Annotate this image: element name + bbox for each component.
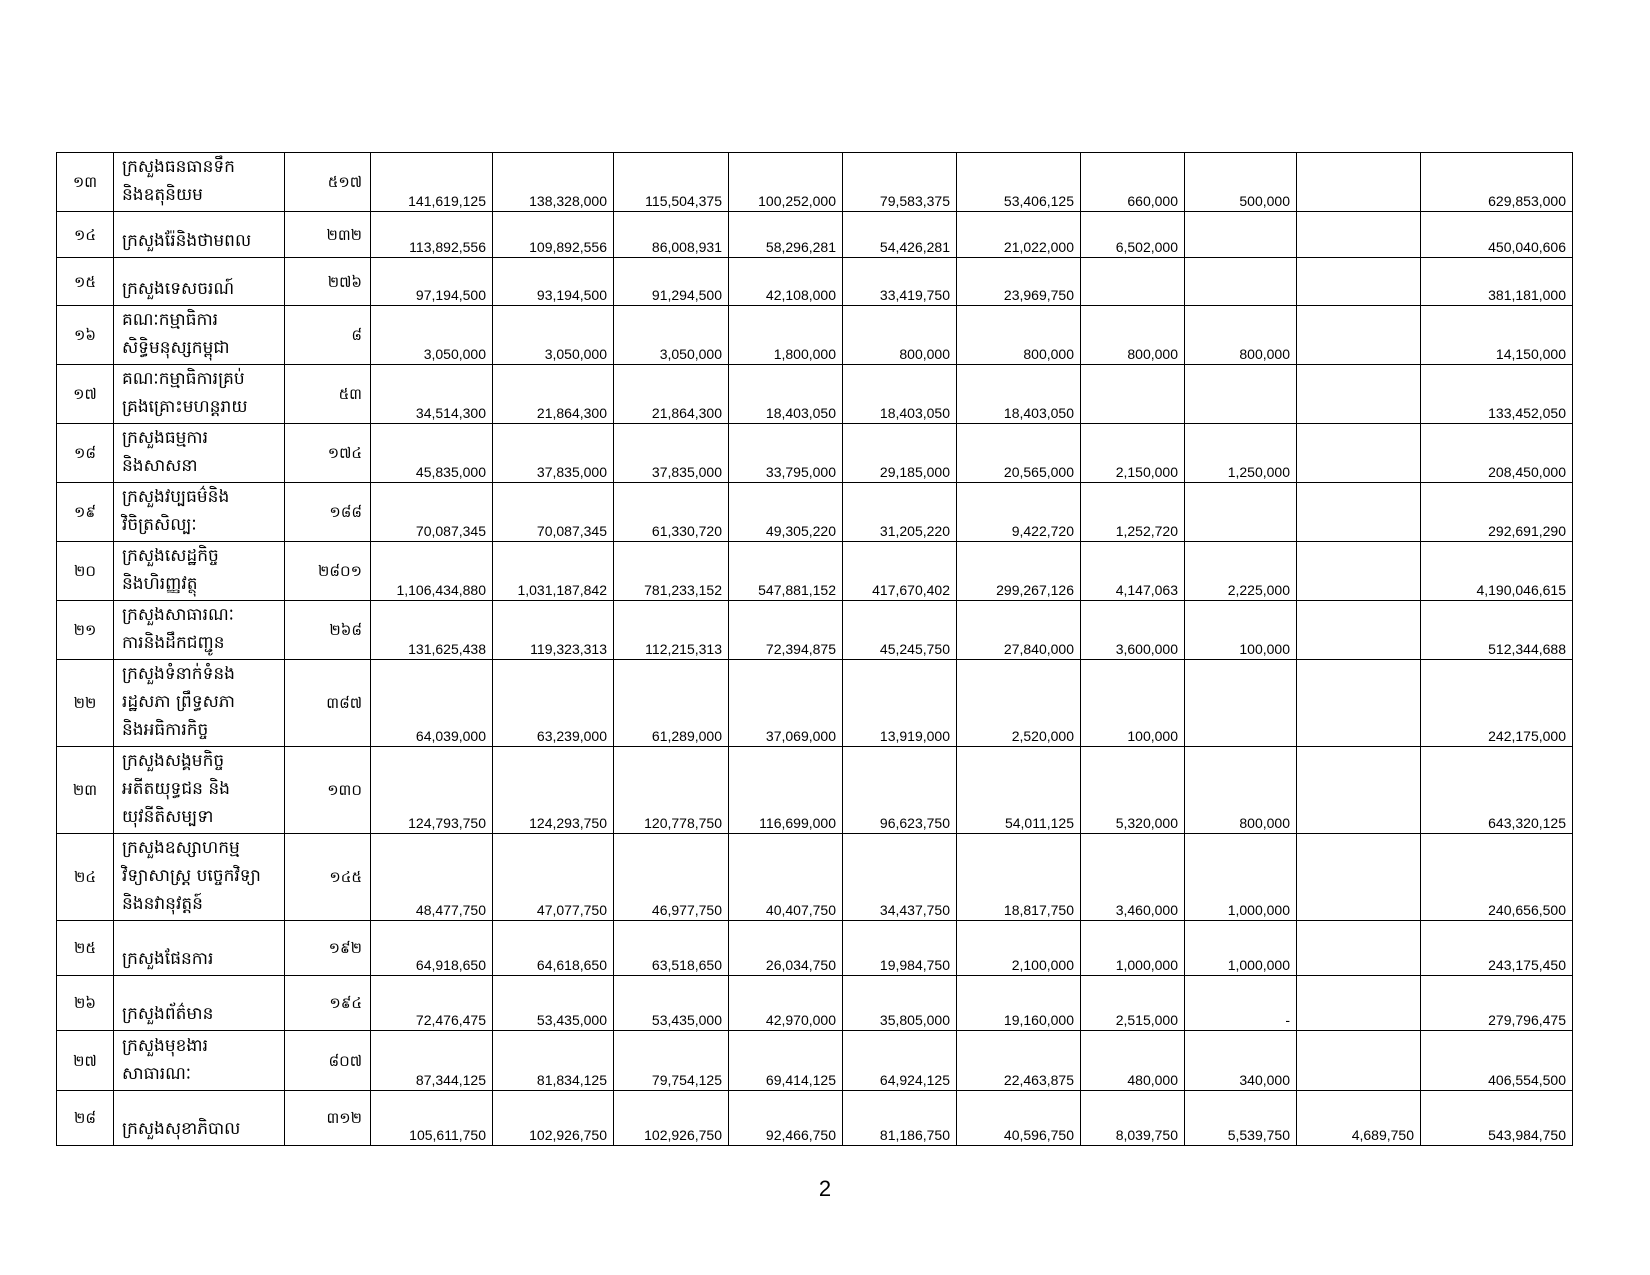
amount-cell xyxy=(1297,1031,1421,1091)
amount-cell: 61,330,720 xyxy=(614,483,729,542)
amount-cell: 23,969,750 xyxy=(957,258,1081,306)
amount-cell: 3,050,000 xyxy=(371,306,493,365)
amount-cell: - xyxy=(1185,976,1297,1031)
amount-cell: 69,414,125 xyxy=(729,1031,843,1091)
table-row xyxy=(57,483,1573,542)
amount-cell xyxy=(1081,258,1185,306)
ministry-name xyxy=(114,365,285,424)
ministry-name xyxy=(114,483,285,542)
amount-cell: 63,518,650 xyxy=(614,921,729,976)
table-row xyxy=(57,834,1573,921)
amount-cell: 54,426,281 xyxy=(843,212,957,258)
ministry-name-line: ក្រសួងធនធានទឹក xyxy=(122,157,235,177)
ministry-code: ១៤៥ xyxy=(285,834,371,921)
amount-cell: 96,623,750 xyxy=(843,747,957,834)
amount-cell: 70,087,345 xyxy=(493,483,614,542)
amount-cell: 5,539,750 xyxy=(1185,1091,1297,1146)
amount-cell: 79,754,125 xyxy=(614,1031,729,1091)
total-cell: 450,040,606 xyxy=(1421,212,1573,258)
amount-cell: 34,437,750 xyxy=(843,834,957,921)
amount-cell: 92,466,750 xyxy=(729,1091,843,1146)
row-number: ១៨ xyxy=(57,424,114,483)
table-row xyxy=(57,212,1573,258)
amount-cell: 1,000,000 xyxy=(1185,834,1297,921)
amount-cell: 100,252,000 xyxy=(729,153,843,212)
amount-cell: 40,596,750 xyxy=(957,1091,1081,1146)
amount-cell: 112,215,313 xyxy=(614,601,729,660)
amount-cell: 48,477,750 xyxy=(371,834,493,921)
amount-cell: 2,100,000 xyxy=(957,921,1081,976)
amount-cell: 781,233,152 xyxy=(614,542,729,601)
amount-cell: 72,394,875 xyxy=(729,601,843,660)
amount-cell: 2,150,000 xyxy=(1081,424,1185,483)
ministry-name-line: ក្រសួងរ៉ែនិងថាមពល xyxy=(122,231,252,251)
amount-cell: 9,422,720 xyxy=(957,483,1081,542)
ministry-code: ៨០៧ xyxy=(285,1031,371,1091)
amount-cell: 299,267,126 xyxy=(957,542,1081,601)
table-row xyxy=(57,1091,1573,1146)
amount-cell: 54,011,125 xyxy=(957,747,1081,834)
total-cell: 629,853,000 xyxy=(1421,153,1573,212)
amount-cell: 26,034,750 xyxy=(729,921,843,976)
row-number: ១៣ xyxy=(57,153,114,212)
amount-cell: 58,296,281 xyxy=(729,212,843,258)
ministry-name-line: គណៈកម្មាធិការគ្រប់ xyxy=(122,369,245,389)
amount-cell xyxy=(1297,365,1421,424)
amount-cell: 109,892,556 xyxy=(493,212,614,258)
amount-cell: 100,000 xyxy=(1081,660,1185,747)
amount-cell: 45,245,750 xyxy=(843,601,957,660)
ministry-name-line: និងអធិការកិច្ច xyxy=(122,720,209,740)
amount-cell: 19,984,750 xyxy=(843,921,957,976)
ministry-name xyxy=(114,601,285,660)
ministry-code: ១៨៨ xyxy=(285,483,371,542)
amount-cell: 72,476,475 xyxy=(371,976,493,1031)
amount-cell: 3,050,000 xyxy=(493,306,614,365)
amount-cell: 113,892,556 xyxy=(371,212,493,258)
total-cell: 292,691,290 xyxy=(1421,483,1573,542)
total-cell: 14,150,000 xyxy=(1421,306,1573,365)
ministry-name xyxy=(114,306,285,365)
amount-cell: 3,050,000 xyxy=(614,306,729,365)
amount-cell: 13,919,000 xyxy=(843,660,957,747)
amount-cell: 53,435,000 xyxy=(493,976,614,1031)
amount-cell: 53,435,000 xyxy=(614,976,729,1031)
amount-cell: 33,795,000 xyxy=(729,424,843,483)
amount-cell: 22,463,875 xyxy=(957,1031,1081,1091)
table-row xyxy=(57,424,1573,483)
total-cell: 133,452,050 xyxy=(1421,365,1573,424)
amount-cell: 124,793,750 xyxy=(371,747,493,834)
row-number: ២៣ xyxy=(57,747,114,834)
amount-cell: 120,778,750 xyxy=(614,747,729,834)
amount-cell: 46,977,750 xyxy=(614,834,729,921)
ministry-name-line: ក្រសួងព័ត៌មាន xyxy=(122,1004,214,1024)
ministry-name xyxy=(114,153,285,212)
amount-cell: 3,460,000 xyxy=(1081,834,1185,921)
amount-cell: 141,619,125 xyxy=(371,153,493,212)
total-cell: 512,344,688 xyxy=(1421,601,1573,660)
amount-cell: 340,000 xyxy=(1185,1031,1297,1091)
table-body xyxy=(57,153,1573,1146)
amount-cell xyxy=(1297,483,1421,542)
table-row xyxy=(57,976,1573,1031)
amount-cell xyxy=(1185,483,1297,542)
ministry-code: ២៧៦ xyxy=(285,258,371,306)
amount-cell: 124,293,750 xyxy=(493,747,614,834)
total-cell: 381,181,000 xyxy=(1421,258,1573,306)
row-number: ១៤ xyxy=(57,212,114,258)
amount-cell xyxy=(1185,258,1297,306)
table-row xyxy=(57,921,1573,976)
total-cell: 406,554,500 xyxy=(1421,1031,1573,1091)
row-number: ២៥ xyxy=(57,921,114,976)
amount-cell: 86,008,931 xyxy=(614,212,729,258)
amount-cell: 100,000 xyxy=(1185,601,1297,660)
table-row xyxy=(57,660,1573,747)
amount-cell: 63,239,000 xyxy=(493,660,614,747)
amount-cell: 64,039,000 xyxy=(371,660,493,747)
total-cell: 243,175,450 xyxy=(1421,921,1573,976)
row-number: ២៦ xyxy=(57,976,114,1031)
amount-cell: 105,611,750 xyxy=(371,1091,493,1146)
amount-cell: 3,600,000 xyxy=(1081,601,1185,660)
ministry-code: ២៨០១ xyxy=(285,542,371,601)
amount-cell xyxy=(1297,834,1421,921)
ministry-name-line: គ្រងគ្រោះមហន្តរាយ xyxy=(122,397,248,417)
amount-cell: 21,022,000 xyxy=(957,212,1081,258)
amount-cell xyxy=(1297,660,1421,747)
amount-cell: 42,970,000 xyxy=(729,976,843,1031)
amount-cell: 800,000 xyxy=(1185,306,1297,365)
amount-cell xyxy=(1297,747,1421,834)
ministry-name-line: ការនិងដឹកជញ្ជូន xyxy=(122,633,225,653)
ministry-name-line: ក្រសួងសេដ្ឋកិច្ច xyxy=(122,546,219,566)
total-cell: 279,796,475 xyxy=(1421,976,1573,1031)
total-cell: 240,656,500 xyxy=(1421,834,1573,921)
amount-cell xyxy=(1297,153,1421,212)
amount-cell: 18,403,050 xyxy=(957,365,1081,424)
row-number: ១៧ xyxy=(57,365,114,424)
ministry-name-line: យុវនីតិសម្បទា xyxy=(122,807,214,827)
amount-cell: 18,403,050 xyxy=(843,365,957,424)
ministry-name-line: និងហិរញ្ញវត្ថុ xyxy=(122,574,198,594)
table-row xyxy=(57,365,1573,424)
row-number: ១៦ xyxy=(57,306,114,365)
amount-cell xyxy=(1185,660,1297,747)
row-number: ២៧ xyxy=(57,1031,114,1091)
amount-cell xyxy=(1297,424,1421,483)
ministry-name-line: និងនវានុវត្តន៍ xyxy=(122,894,203,914)
amount-cell: 1,031,187,842 xyxy=(493,542,614,601)
table-row xyxy=(57,601,1573,660)
amount-cell: 64,924,125 xyxy=(843,1031,957,1091)
amount-cell: 91,294,500 xyxy=(614,258,729,306)
ministry-code: ៣៨៧ xyxy=(285,660,371,747)
table-row xyxy=(57,258,1573,306)
ministry-name-line: វិចិត្រសិល្បៈ xyxy=(122,515,197,535)
ministry-code: ៥៣ xyxy=(285,365,371,424)
amount-cell: 116,699,000 xyxy=(729,747,843,834)
table-row xyxy=(57,747,1573,834)
amount-cell: 4,689,750 xyxy=(1297,1091,1421,1146)
row-number: ១៩ xyxy=(57,483,114,542)
ministry-name-line: ក្រសួងឧស្សាហកម្ម xyxy=(122,838,240,858)
amount-cell: 102,926,750 xyxy=(493,1091,614,1146)
ministry-name-line: ក្រសួងសុខាភិបាល xyxy=(122,1119,241,1139)
amount-cell: 47,077,750 xyxy=(493,834,614,921)
ministry-name xyxy=(114,258,285,306)
ministry-name-line: ក្រសួងមុខងារ xyxy=(122,1036,208,1056)
ministry-name-line: អតីតយុទ្ធជន និង xyxy=(122,779,230,799)
amount-cell: 1,800,000 xyxy=(729,306,843,365)
amount-cell: 115,504,375 xyxy=(614,153,729,212)
amount-cell: 8,039,750 xyxy=(1081,1091,1185,1146)
ministry-name xyxy=(114,1031,285,1091)
total-cell: 543,984,750 xyxy=(1421,1091,1573,1146)
amount-cell: 64,618,650 xyxy=(493,921,614,976)
amount-cell: 18,403,050 xyxy=(729,365,843,424)
ministry-name-line: ក្រសួងទំនាក់ទំនង xyxy=(122,664,235,684)
ministry-code: ១៩២ xyxy=(285,921,371,976)
amount-cell xyxy=(1297,306,1421,365)
amount-cell xyxy=(1297,921,1421,976)
amount-cell xyxy=(1297,542,1421,601)
amount-cell: 1,106,434,880 xyxy=(371,542,493,601)
amount-cell: 1,000,000 xyxy=(1185,921,1297,976)
amount-cell xyxy=(1185,212,1297,258)
amount-cell: 27,840,000 xyxy=(957,601,1081,660)
amount-cell: 1,250,000 xyxy=(1185,424,1297,483)
ministry-name xyxy=(114,976,285,1031)
amount-cell: 33,419,750 xyxy=(843,258,957,306)
ministry-name xyxy=(114,212,285,258)
amount-cell: 21,864,300 xyxy=(614,365,729,424)
amount-cell: 45,835,000 xyxy=(371,424,493,483)
ministry-name xyxy=(114,660,285,747)
ministry-code: ២៣២ xyxy=(285,212,371,258)
table-row xyxy=(57,1031,1573,1091)
amount-cell: 660,000 xyxy=(1081,153,1185,212)
amount-cell: 500,000 xyxy=(1185,153,1297,212)
amount-cell: 1,000,000 xyxy=(1081,921,1185,976)
ministry-name-line: វិទ្យាសាស្ត្រ បច្ចេកវិទ្យា xyxy=(122,866,261,886)
amount-cell: 2,225,000 xyxy=(1185,542,1297,601)
ministry-name-line: ក្រសួងវប្បធម៌និង xyxy=(122,487,230,507)
amount-cell: 34,514,300 xyxy=(371,365,493,424)
ministry-name-line: ក្រសួងទេសចរណ៍ xyxy=(122,279,235,299)
amount-cell: 37,069,000 xyxy=(729,660,843,747)
ministry-name xyxy=(114,1091,285,1146)
row-number: ២០ xyxy=(57,542,114,601)
amount-cell: 29,185,000 xyxy=(843,424,957,483)
ministry-name-line: គណៈកម្មាធិការ xyxy=(122,310,219,330)
ministry-name xyxy=(114,542,285,601)
amount-cell: 20,565,000 xyxy=(957,424,1081,483)
amount-cell: 37,835,000 xyxy=(614,424,729,483)
ministry-name-line: រដ្ឋសភា ព្រឹទ្ធសភា xyxy=(122,692,235,712)
ministry-name-line: ក្រសួងសង្គមកិច្ច xyxy=(122,751,225,771)
amount-cell: 6,502,000 xyxy=(1081,212,1185,258)
row-number: ២៨ xyxy=(57,1091,114,1146)
amount-cell: 131,625,438 xyxy=(371,601,493,660)
amount-cell: 19,160,000 xyxy=(957,976,1081,1031)
amount-cell xyxy=(1297,258,1421,306)
total-cell: 242,175,000 xyxy=(1421,660,1573,747)
amount-cell: 81,186,750 xyxy=(843,1091,957,1146)
ministry-name-line: ក្រសួងធម្មការ xyxy=(122,428,208,448)
amount-cell: 800,000 xyxy=(843,306,957,365)
ministry-name xyxy=(114,747,285,834)
amount-cell: 70,087,345 xyxy=(371,483,493,542)
ministry-name-line: សិទ្ធិមនុស្សកម្ពុជា xyxy=(122,338,230,358)
amount-cell: 480,000 xyxy=(1081,1031,1185,1091)
ministry-name xyxy=(114,834,285,921)
ministry-name-line: សាធារណៈ xyxy=(122,1064,192,1084)
table-row xyxy=(57,153,1573,212)
amount-cell: 119,323,313 xyxy=(493,601,614,660)
amount-cell: 5,320,000 xyxy=(1081,747,1185,834)
ministry-code: ៥១៧ xyxy=(285,153,371,212)
amount-cell: 138,328,000 xyxy=(493,153,614,212)
amount-cell: 547,881,152 xyxy=(729,542,843,601)
amount-cell: 40,407,750 xyxy=(729,834,843,921)
amount-cell: 417,670,402 xyxy=(843,542,957,601)
amount-cell: 49,305,220 xyxy=(729,483,843,542)
amount-cell: 97,194,500 xyxy=(371,258,493,306)
amount-cell: 53,406,125 xyxy=(957,153,1081,212)
row-number: ២២ xyxy=(57,660,114,747)
ministry-name xyxy=(114,921,285,976)
amount-cell xyxy=(1297,601,1421,660)
ministry-code: ៣១២ xyxy=(285,1091,371,1146)
amount-cell: 800,000 xyxy=(1185,747,1297,834)
table-row xyxy=(57,542,1573,601)
budget-table xyxy=(56,152,1573,1146)
amount-cell: 800,000 xyxy=(957,306,1081,365)
amount-cell: 2,515,000 xyxy=(1081,976,1185,1031)
amount-cell: 61,289,000 xyxy=(614,660,729,747)
amount-cell: 31,205,220 xyxy=(843,483,957,542)
amount-cell: 35,805,000 xyxy=(843,976,957,1031)
ministry-name-line: ក្រសួងផែនការ xyxy=(122,949,214,969)
row-number: ២៤ xyxy=(57,834,114,921)
ministry-code: ១៣០ xyxy=(285,747,371,834)
amount-cell: 18,817,750 xyxy=(957,834,1081,921)
ministry-code: ៨ xyxy=(285,306,371,365)
amount-cell: 21,864,300 xyxy=(493,365,614,424)
ministry-name-line: និងឧតុនិយម xyxy=(122,185,203,205)
amount-cell: 4,147,063 xyxy=(1081,542,1185,601)
total-cell: 643,320,125 xyxy=(1421,747,1573,834)
ministry-code: ១៧៤ xyxy=(285,424,371,483)
amount-cell: 81,834,125 xyxy=(493,1031,614,1091)
row-number: ១៥ xyxy=(57,258,114,306)
amount-cell xyxy=(1185,365,1297,424)
amount-cell: 42,108,000 xyxy=(729,258,843,306)
amount-cell xyxy=(1297,212,1421,258)
table-row xyxy=(57,306,1573,365)
amount-cell: 102,926,750 xyxy=(614,1091,729,1146)
page-number: 2 xyxy=(818,1176,832,1201)
amount-cell: 800,000 xyxy=(1081,306,1185,365)
ministry-code: ២៦៨ xyxy=(285,601,371,660)
ministry-name xyxy=(114,424,285,483)
amount-cell: 64,918,650 xyxy=(371,921,493,976)
amount-cell xyxy=(1081,365,1185,424)
ministry-code: ១៩៤ xyxy=(285,976,371,1031)
ministry-name-line: ក្រសួងសាធារណៈ xyxy=(122,605,234,625)
amount-cell: 37,835,000 xyxy=(493,424,614,483)
amount-cell: 87,344,125 xyxy=(371,1031,493,1091)
amount-cell xyxy=(1297,976,1421,1031)
ministry-name-line: និងសាសនា xyxy=(122,456,198,476)
amount-cell: 1,252,720 xyxy=(1081,483,1185,542)
amount-cell: 2,520,000 xyxy=(957,660,1081,747)
amount-cell: 79,583,375 xyxy=(843,153,957,212)
total-cell: 4,190,046,615 xyxy=(1421,542,1573,601)
total-cell: 208,450,000 xyxy=(1421,424,1573,483)
row-number: ២១ xyxy=(57,601,114,660)
amount-cell: 93,194,500 xyxy=(493,258,614,306)
